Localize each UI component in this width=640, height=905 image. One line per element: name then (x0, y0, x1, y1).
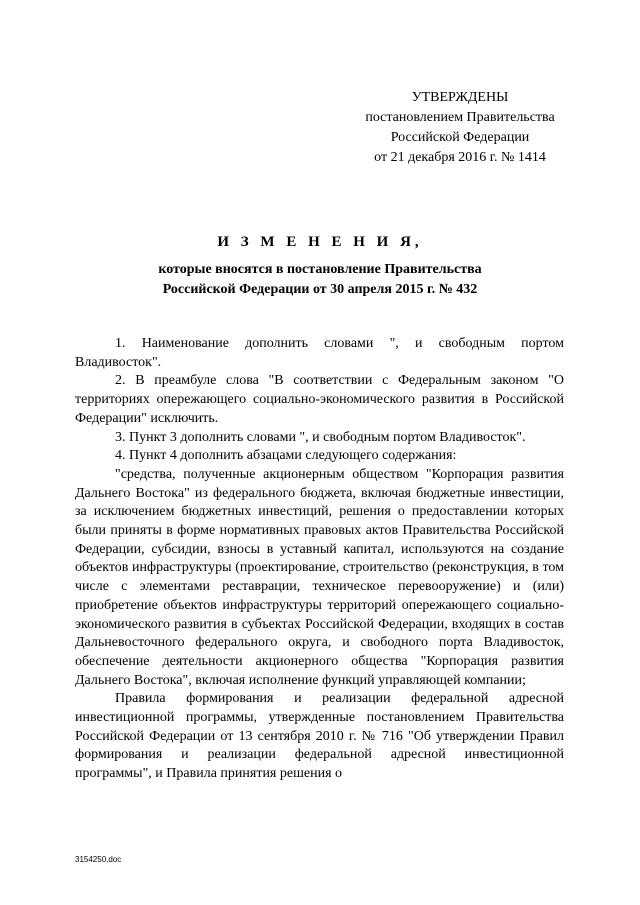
subtitle-line: которые вносятся в постановление Правительства (158, 262, 482, 277)
document-title: И З М Е Н Е Н И Я, (217, 234, 423, 250)
paragraph: 1. Наименование дополнить словами ", и свободным портом Владивосток". (75, 336, 564, 370)
approval-line: постановлением Правительства (365, 110, 555, 125)
document-subtitle (0, 260, 640, 300)
paragraph: "средства, полученные акционерным обществом "Корпорация развития Дальнего Востока" из федерального бюджета, включая бюджетные инвестиции, за исключением бюджетных инвестиций, решения о предоставлении которых были приняты в форме нормативных правовых актов Правительства Российской Федерации, субсидии, взносы в уставный капитал, используются на создание объектов инфраструктуры (проектирование, строительство (реконструкция, в том числе с элементами реставрации, техническое перевооружение) и (или) приобретение объектов инфраструктуры территорий опережающего социально-экономического развития в субъектах Российской Федерации, входящих в состав Дальневосточного федерального округа, и свободного порта Владивосток, обеспечение деятельности акционерного общества "Корпорация развития Дальнего Востока", включая исполнение функций управляющей компании; (75, 466, 564, 688)
paragraph: 2. В преамбуле слова "В соответствии с Федеральным законом "О территориях опережающего социально-экономического развития в Российской Федерации" исключить. (75, 373, 564, 426)
document-body (75, 335, 564, 784)
approval-line: Российской Федерации (390, 130, 530, 145)
approval-heading: УТВЕРЖДЕНЫ (411, 90, 509, 105)
paragraph: 3. Пункт 3 дополнить словами ", и свободным портом Владивосток". (115, 429, 526, 445)
file-name-footer: 3154250.doc (75, 855, 122, 864)
paragraph: Правила формирования и реализации федеральной адресной инвестиционной программы, утвержденные постановлением Правительства Российской Федерации от 13 сентября 2010 г. № 716 "Об утверждении Правил формирования и реализации федеральной адресной инвестиционной программы", и Правила принятия решения о (75, 691, 564, 782)
approval-date-number: от 21 декабря 2016 г. № 1414 (374, 150, 546, 165)
approval-block (340, 88, 580, 168)
paragraph: 4. Пункт 4 дополнить абзацами следующего содержания: (115, 448, 457, 464)
subtitle-line: Российской Федерации от 30 апреля 2015 г. № 432 (162, 282, 478, 297)
